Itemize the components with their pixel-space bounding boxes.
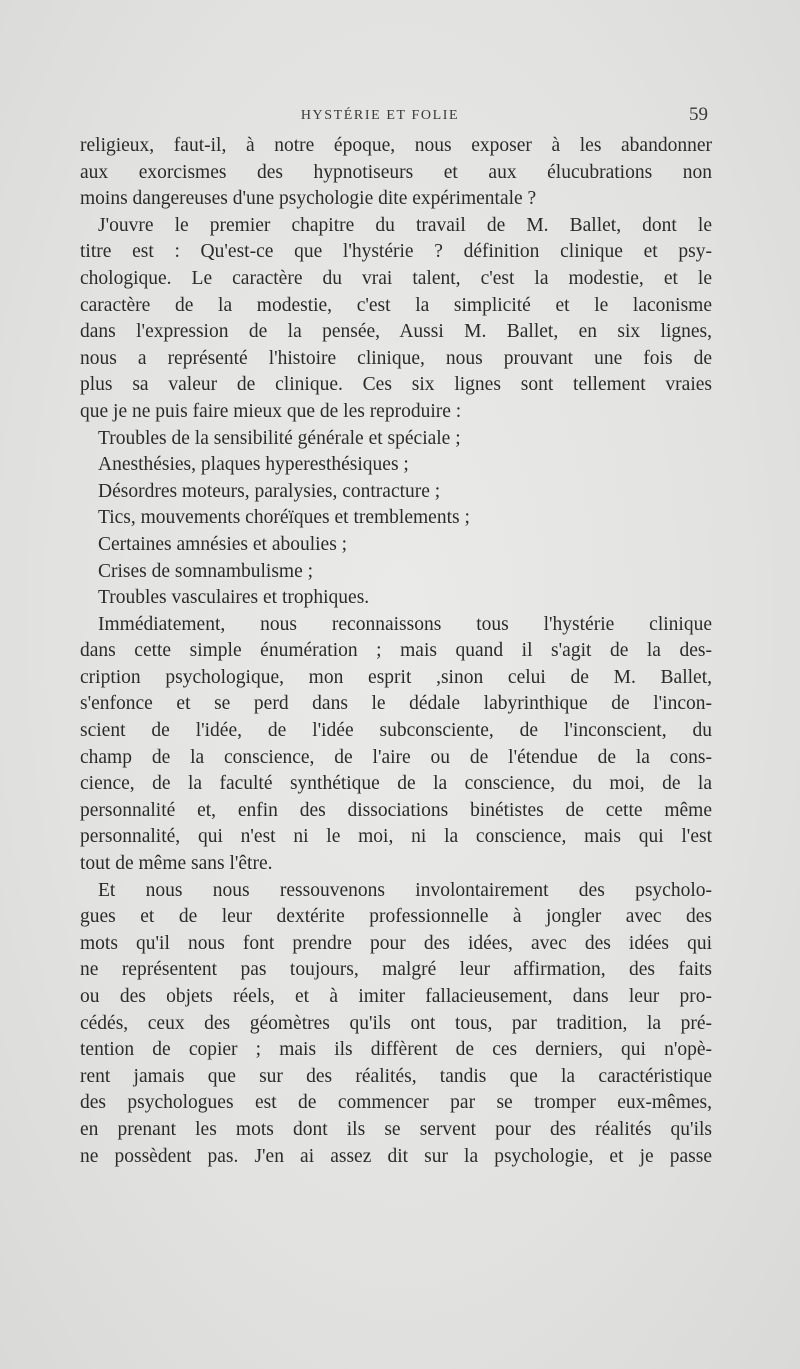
text-line: Anesthésies, plaques hyperesthésiques ; (98, 454, 409, 476)
text-line: s'enfonce et se perd dans le dédale labyrinthique de l'incon- (80, 693, 712, 715)
text-line: des psychologues est de commencer par se tromper eux-mêmes, (80, 1092, 712, 1114)
text-line: nous a représenté l'histoire clinique, nous prouvant une fois de (80, 347, 712, 369)
text-line: personnalité, qui n'est ni le moi, ni la conscience, mais qui l'est (80, 826, 712, 848)
text-line: Certaines amnésies et aboulies ; (98, 533, 348, 555)
text-line: Troubles de la sensibilité générale et spéciale ; (98, 427, 461, 449)
body-text (80, 133, 712, 1170)
text-line: plus sa valeur de clinique. Ces six lignes sont tellement vraies (80, 374, 712, 396)
text-line: cédés, ceux des géomètres qu'ils ont tous, par tradition, la pré- (80, 1012, 712, 1034)
text-line: ne possèdent pas. J'en ai assez dit sur la psychologie, et je passe (80, 1145, 712, 1167)
text-line: rent jamais que sur des réalités, tandis que la caractéristique (80, 1065, 712, 1087)
text-line: en prenant les mots dont ils se servent pour des réalités qu'ils (80, 1118, 712, 1140)
text-line: Crises de somnambulisme ; (98, 560, 314, 582)
text-line: religieux, faut-il, à notre époque, nous exposer à les abandonner (80, 135, 712, 156)
text-line: ou des objets réels, et à imiter fallacieusement, dans leur pro- (80, 986, 712, 1007)
text-line: tention de copier ; mais ils diffèrent de ces derniers, qui n'opè- (80, 1039, 712, 1061)
text-line: moins dangereuses d'une psychologie dite expérimentale ? (80, 188, 537, 210)
text-line: Et nous nous ressouvenons involontairement des psycholo- (98, 879, 712, 901)
text-line: J'ouvre le premier chapitre du travail de M. Ballet, dont le (98, 214, 712, 236)
page-number: 59 (689, 104, 708, 125)
text-line: chologique. Le caractère du vrai talent, c'est la modestie, et le (80, 267, 712, 289)
running-head (0, 104, 800, 128)
text-line: ne représentent pas toujours, malgré leur affirmation, des faits (80, 959, 712, 981)
text-line: Désordres moteurs, paralysies, contracture ; (98, 480, 441, 502)
text-line: champ de la conscience, de l'aire ou de l'étendue de la cons- (80, 746, 712, 768)
running-title: HYSTÉRIE ET FOLIE (300, 108, 460, 123)
text-line: aux exorcismes des hypnotiseurs et aux élucubrations non (80, 161, 712, 183)
text-line: personnalité et, enfin des dissociations binétistes de cette même (80, 799, 712, 821)
text-line: Immédiatement, nous reconnaissons tous l'hystérie clinique (98, 613, 712, 635)
text-line: gues et de leur dextérite professionnelle à jongler avec des (80, 906, 712, 928)
text-line: caractère de la modestie, c'est la simplicité et le laconisme (80, 294, 712, 316)
text-line: Tics, mouvements choréïques et tremblements ; (98, 507, 470, 529)
text-line: que je ne puis faire mieux que de les reproduire : (80, 400, 462, 422)
text-line: titre est : Qu'est-ce que l'hystérie ? définition clinique et psy- (80, 241, 712, 263)
text-line: dans l'expression de la pensée, Aussi M. Ballet, en six lignes, (80, 321, 712, 343)
text-line: scient de l'idée, de l'idée subconsciente, de l'inconscient, du (80, 720, 712, 742)
text-line: tout de même sans l'être. (80, 853, 273, 875)
text-line: dans cette simple énumération ; mais quand il s'agit de la des- (80, 640, 712, 662)
text-line: cription psychologique, mon esprit ,sinon celui de M. Ballet, (80, 666, 712, 688)
text-line: Troubles vasculaires et trophiques. (98, 587, 370, 609)
text-line: mots qu'il nous font prendre pour des idées, avec des idées qui (80, 932, 712, 954)
text-line: cience, de la faculté synthétique de la conscience, du moi, de la (80, 773, 712, 795)
